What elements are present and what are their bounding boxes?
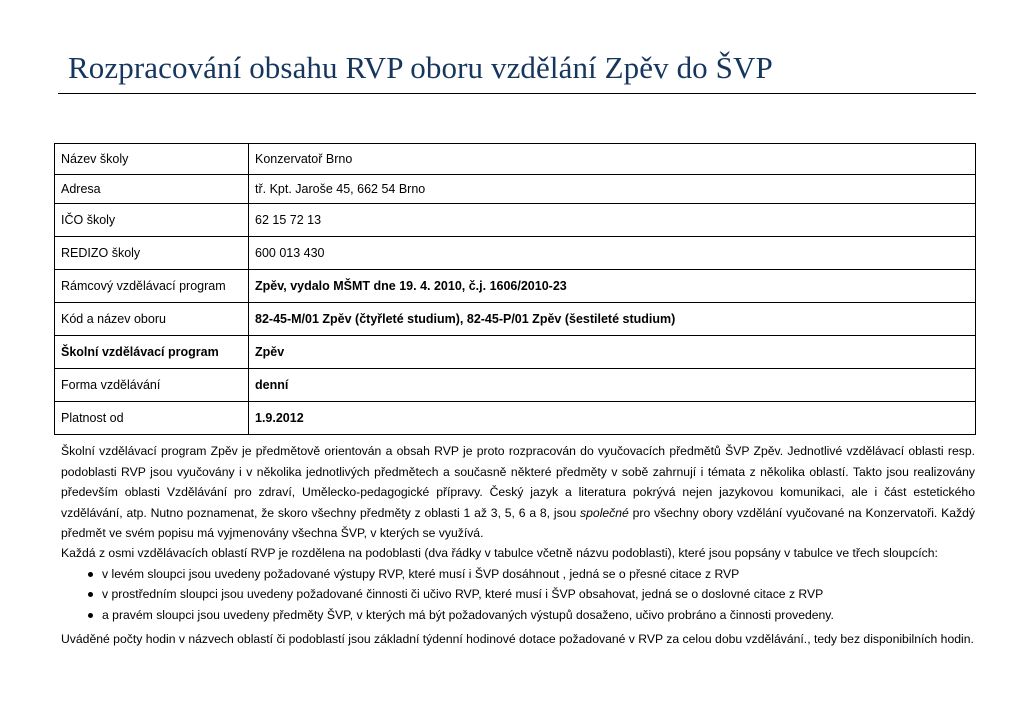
row-value: Konzervatoř Brno [249,144,976,175]
table-row [55,369,976,402]
row-value: tř. Kpt. Jaroše 45, 662 54 Brno [249,175,976,204]
table-row [55,237,976,270]
list-item [61,605,975,626]
paragraph-text: Školní vzdělávací program Zpěv je předmětově orientován a obsah RVP je proto rozpracován do vyučovacích předmětů ŠVP Zpěv. Jednotlivé vzdělávací oblasti resp. podoblasti RVP jsou vyučovány i v několika jednotlivých předmětech a současně některé předměty v sobě zahrnují i témata z několika oblastí. Takto jsou realizovány především oblasti Vzdělávání pro zdraví, Umělecko-pedagogické přípravy. Český jazyk a literatura pokrývá nejen jazykovou komunikaci, ale i část estetického vzdělávání, atp. Nutno poznamenat, že skoro všechny předměty z oblasti 1 až 3, 5, 6 a 8, jsou [61,444,975,520]
table-row [55,270,976,303]
bullet-icon [88,592,93,597]
bullet-icon [88,572,93,577]
row-value: Zpěv, vydalo MŠMT dne 19. 4. 2010, č.j. 1606/2010-23 [249,270,976,303]
row-value: Zpěv [249,336,976,369]
areas-paragraph [61,543,975,625]
table-row [55,204,976,237]
paragraph-text: pro všechny obory vzdělání vyučované na Konzervatoři. Každý předmět ve svém popisu má vyjmenovány všechna ŠVP, v kterých se využívá. [61,505,975,540]
emphasis-text: společné [580,505,629,520]
table-row [55,402,976,435]
row-value: denní [249,369,976,402]
table-row [55,175,976,204]
list-item-text: a pravém sloupci jsou uvedeny předměty ŠVP, v kterých má být požadovaných výstupů dosaženo, učivo probráno a činnosti provedeny. [102,607,834,622]
row-value: 82-45-M/01 Zpěv (čtyřleté studium), 82-45-P/01 Zpěv (šestileté studium) [249,303,976,336]
row-label: IČO školy [55,204,249,237]
list-item-text: v levém sloupci jsou uvedeny požadované výstupy RVP, které musí i ŠVP dosáhnout , jedná se o přesné citace z RVP [102,566,740,581]
intro-paragraph [61,441,975,544]
bullet-icon [88,613,93,618]
row-value: 600 013 430 [249,237,976,270]
row-value: 62 15 72 13 [249,204,976,237]
row-value: 1.9.2012 [249,402,976,435]
table-row [55,144,976,175]
hours-note: Uváděné počty hodin v názvech oblastí či podoblastí jsou základní týdenní hodinové dotace požadované v RVP za celou dobu vzdělávání., tedy bez disponibilních hodin. [61,632,974,646]
row-label: Kód a název oboru [55,303,249,336]
row-label: Rámcový vzdělávací program [55,270,249,303]
document-title: Rozpracování obsahu RVP oboru vzdělání Zpěv do ŠVP [68,50,773,85]
title-underline [58,93,976,94]
school-info-table [54,143,976,435]
row-label: Název školy [55,144,249,175]
row-label: REDIZO školy [55,237,249,270]
list-item [61,564,975,585]
row-label: Školní vzdělávací program [55,336,249,369]
row-label: Forma vzdělávání [55,369,249,402]
list-item [61,584,975,605]
paragraph-intro: Každá z osmi vzdělávacích oblastí RVP je rozdělena na podoblasti (dva řádky v tabulce včetně názvu podoblasti), které jsou popsány v tabulce ve třech sloupcích: [61,546,938,560]
row-label: Adresa [55,175,249,204]
table-row [55,303,976,336]
row-label: Platnost od [55,402,249,435]
list-item-text: v prostředním sloupci jsou uvedeny požadované činnosti či učivo RVP, které musí i ŠVP obsahovat, jedná se o doslovné citace z RVP [102,587,824,601]
bullet-list [61,564,975,626]
table-row [55,336,976,369]
